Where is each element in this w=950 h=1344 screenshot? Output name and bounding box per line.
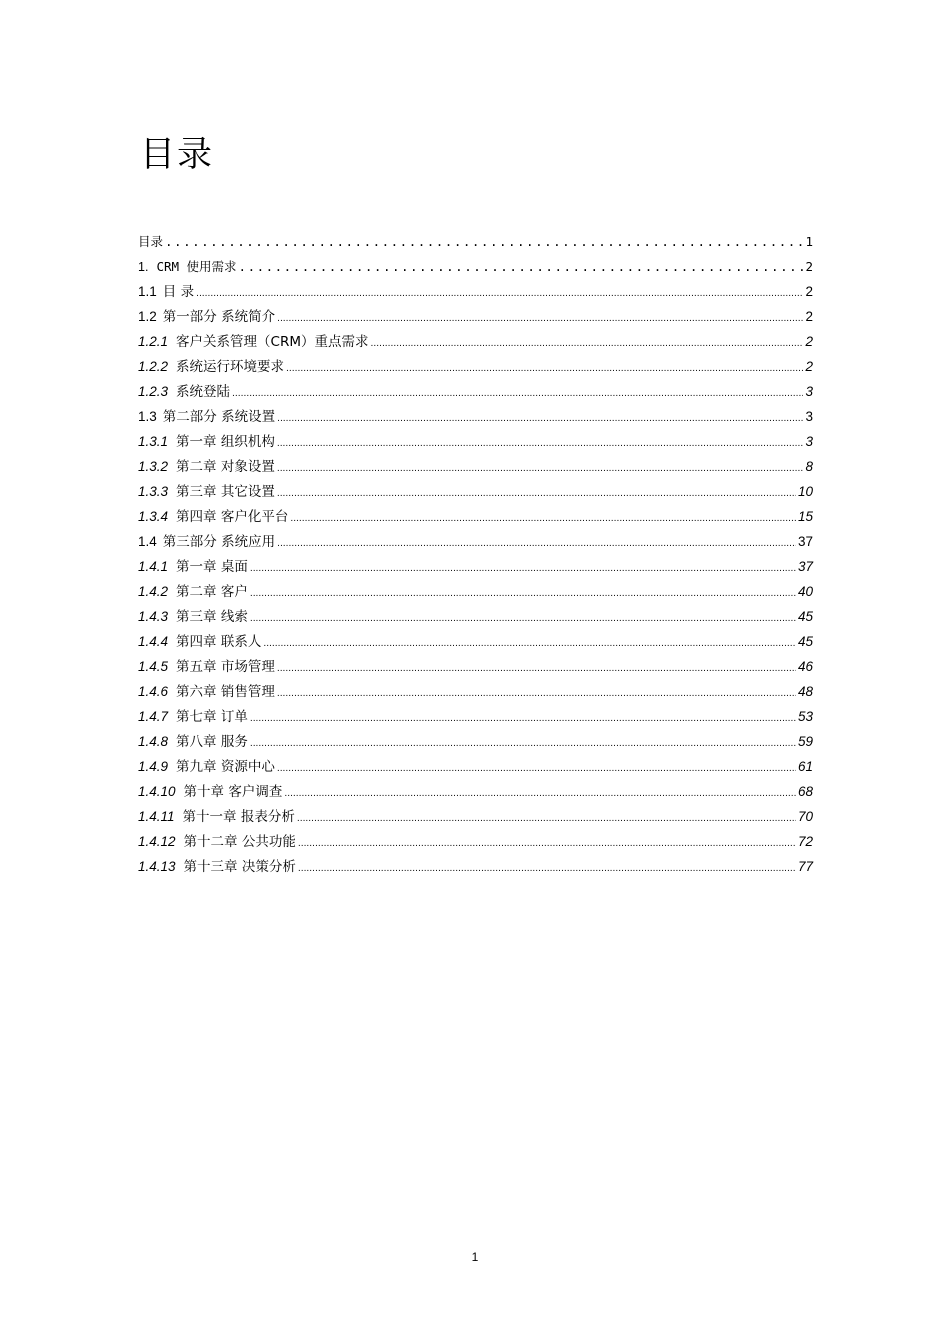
toc-entry[interactable] [138, 804, 813, 829]
toc-leader-dots [277, 532, 796, 557]
toc-leader-dots [298, 857, 796, 882]
toc-entry[interactable] [138, 479, 813, 504]
toc-entry-label: 第五章 市场管理 [176, 659, 275, 675]
toc-entry-page: 3 [805, 434, 813, 449]
table-of-contents [138, 229, 813, 879]
toc-entry[interactable] [138, 529, 813, 554]
toc-entry-label: 第十章 客户调查 [183, 784, 283, 800]
toc-entry-label: 第二章 对象设置 [176, 459, 275, 475]
toc-leader-dots [290, 507, 796, 532]
toc-entry[interactable] [138, 604, 813, 629]
toc-entry[interactable] [138, 679, 813, 704]
toc-entry-number: 1.4.4 [138, 634, 169, 649]
toc-entry-page: 48 [797, 684, 813, 699]
toc-entry-label: 第九章 资源中心 [176, 759, 275, 775]
toc-entry-label: 第二章 客户 [176, 584, 248, 600]
toc-entry-number: 1.4.8 [138, 734, 169, 749]
toc-leader-dots [298, 832, 796, 857]
toc-entry-page: 2 [805, 359, 813, 374]
toc-entry[interactable] [138, 729, 813, 754]
toc-leader-dots [250, 582, 796, 607]
toc-entry-page: 2 [805, 284, 813, 299]
toc-entry-label: 第六章 销售管理 [176, 684, 275, 700]
toc-entry-page: 40 [797, 584, 813, 599]
toc-leader-dots [250, 732, 796, 757]
toc-entry-label: 第十二章 公共功能 [183, 834, 296, 850]
toc-entry-number: 1.4.10 [138, 784, 176, 799]
toc-entry-label: 第三章 线索 [176, 609, 248, 625]
toc-entry-number: 1.4.6 [138, 684, 169, 699]
toc-entry-page: 72 [797, 834, 813, 849]
toc-leader-dots [250, 557, 796, 582]
toc-leader-dots [250, 607, 796, 632]
toc-entry-label: 第二部分 系统设置 [162, 409, 276, 425]
toc-entry-label: 目录 [138, 234, 164, 249]
toc-entry-number: 1.4.5 [138, 659, 169, 674]
toc-entry[interactable] [138, 279, 813, 304]
toc-entry[interactable] [138, 629, 813, 654]
toc-entry[interactable] [138, 579, 813, 604]
toc-entry-label: 第八章 服务 [176, 734, 248, 750]
toc-entry[interactable] [138, 854, 813, 879]
toc-entry[interactable] [138, 329, 813, 354]
toc-entry[interactable] [138, 554, 813, 579]
toc-entry-number: 1.4.1 [138, 559, 169, 574]
toc-entry-page: 61 [797, 759, 813, 774]
toc-entry-page: 68 [797, 784, 813, 799]
toc-entry-number: 1. [138, 260, 149, 274]
toc-entry[interactable] [138, 779, 813, 804]
toc-entry-number: 1.4.3 [138, 609, 169, 624]
toc-leader-dots [196, 282, 803, 307]
toc-entry-label: 第十三章 决策分析 [183, 859, 296, 875]
toc-entry[interactable] [138, 754, 813, 779]
toc-entry-label: 第三章 其它设置 [176, 484, 275, 500]
toc-entry[interactable] [138, 254, 813, 279]
toc-entry-label: 第四章 联系人 [176, 634, 262, 650]
toc-leader-dots [286, 357, 803, 382]
toc-entry-label: 系统登陆 [176, 384, 231, 400]
toc-leader-dots [165, 229, 803, 254]
toc-entry-page: 45 [797, 634, 813, 649]
toc-entry-page: 2 [805, 309, 813, 324]
toc-entry-number: 1.3.1 [138, 434, 169, 449]
toc-entry[interactable] [138, 304, 813, 329]
toc-entry-number: 1.4.11 [138, 809, 175, 824]
toc-entry-page: 46 [797, 659, 813, 674]
toc-entry-label: 第一章 组织机构 [176, 434, 275, 450]
toc-entry-page: 2 [805, 334, 813, 349]
toc-leader-dots [232, 382, 803, 407]
toc-entry-page: 53 [797, 709, 813, 724]
toc-entry-page: 45 [797, 609, 813, 624]
toc-entry-number: 1.2.2 [138, 359, 169, 374]
toc-leader-dots [371, 332, 804, 357]
toc-leader-dots [277, 757, 796, 782]
toc-leader-dots [263, 632, 796, 657]
toc-leader-dots [277, 482, 796, 507]
toc-entry-number: 1.4.13 [138, 859, 176, 874]
page-number: 1 [471, 1250, 479, 1264]
toc-entry-label: 第三部分 系统应用 [162, 534, 276, 550]
toc-leader-dots [277, 432, 804, 457]
toc-entry-label: CRM 使用需求 [156, 259, 237, 274]
toc-entry-number: 1.2 [138, 309, 157, 324]
toc-leader-dots [277, 657, 796, 682]
toc-entry[interactable] [138, 429, 813, 454]
page-title: 目录 [140, 135, 215, 175]
toc-entry[interactable] [138, 504, 813, 529]
toc-entry-number: 1.4 [138, 534, 157, 549]
toc-entry-page: 77 [797, 859, 813, 874]
toc-entry[interactable] [138, 829, 813, 854]
toc-entry-label: 第一章 桌面 [176, 559, 248, 575]
toc-leader-dots [277, 307, 803, 332]
toc-entry-number: 1.3.4 [138, 509, 169, 524]
toc-entry-number: 1.2.1 [138, 334, 169, 349]
toc-entry-number: 1.4.7 [138, 709, 169, 724]
toc-entry[interactable] [138, 229, 813, 254]
toc-entry-number: 1.4.12 [138, 834, 176, 849]
toc-entry-page: 2 [805, 259, 813, 274]
toc-entry-page: 59 [797, 734, 813, 749]
toc-entry-page: 8 [805, 459, 813, 474]
toc-entry[interactable] [138, 404, 813, 429]
toc-entry[interactable] [138, 354, 813, 379]
toc-leader-dots [277, 407, 803, 432]
toc-entry-number: 1.1 [138, 284, 157, 299]
toc-entry-page: 37 [797, 534, 813, 549]
toc-entry[interactable] [138, 654, 813, 679]
toc-entry-number: 1.3.2 [138, 459, 169, 474]
toc-entry-label: 系统运行环境要求 [176, 359, 285, 375]
toc-leader-dots [277, 457, 804, 482]
toc-entry-page: 1 [805, 234, 813, 249]
toc-entry-label: 第十一章 报表分析 [182, 809, 295, 825]
toc-leader-dots [284, 782, 796, 807]
toc-entry-number: 1.3 [138, 409, 157, 424]
toc-entry[interactable] [138, 704, 813, 729]
toc-entry-label: 客户关系管理（CRM）重点需求 [176, 334, 369, 350]
toc-leader-dots [239, 254, 804, 279]
toc-entry-label: 第七章 订单 [176, 709, 248, 725]
toc-leader-dots [277, 682, 796, 707]
toc-entry[interactable] [138, 379, 813, 404]
toc-entry-label: 目 录 [162, 284, 195, 300]
toc-entry-number: 1.3.3 [138, 484, 169, 499]
toc-entry-page: 3 [805, 409, 813, 424]
toc-entry-page: 10 [797, 484, 813, 499]
toc-entry-page: 37 [797, 559, 813, 574]
toc-entry-label: 第一部分 系统简介 [162, 309, 276, 325]
toc-leader-dots [297, 807, 796, 832]
toc-leader-dots [250, 707, 796, 732]
toc-entry-label: 第四章 客户化平台 [176, 509, 289, 525]
toc-entry-number: 1.4.2 [138, 584, 169, 599]
toc-entry-page: 3 [805, 384, 813, 399]
toc-entry-number: 1.4.9 [138, 759, 169, 774]
toc-entry-page: 70 [797, 809, 813, 824]
toc-entry-page: 15 [797, 509, 813, 524]
toc-entry[interactable] [138, 454, 813, 479]
toc-entry-number: 1.2.3 [138, 384, 169, 399]
